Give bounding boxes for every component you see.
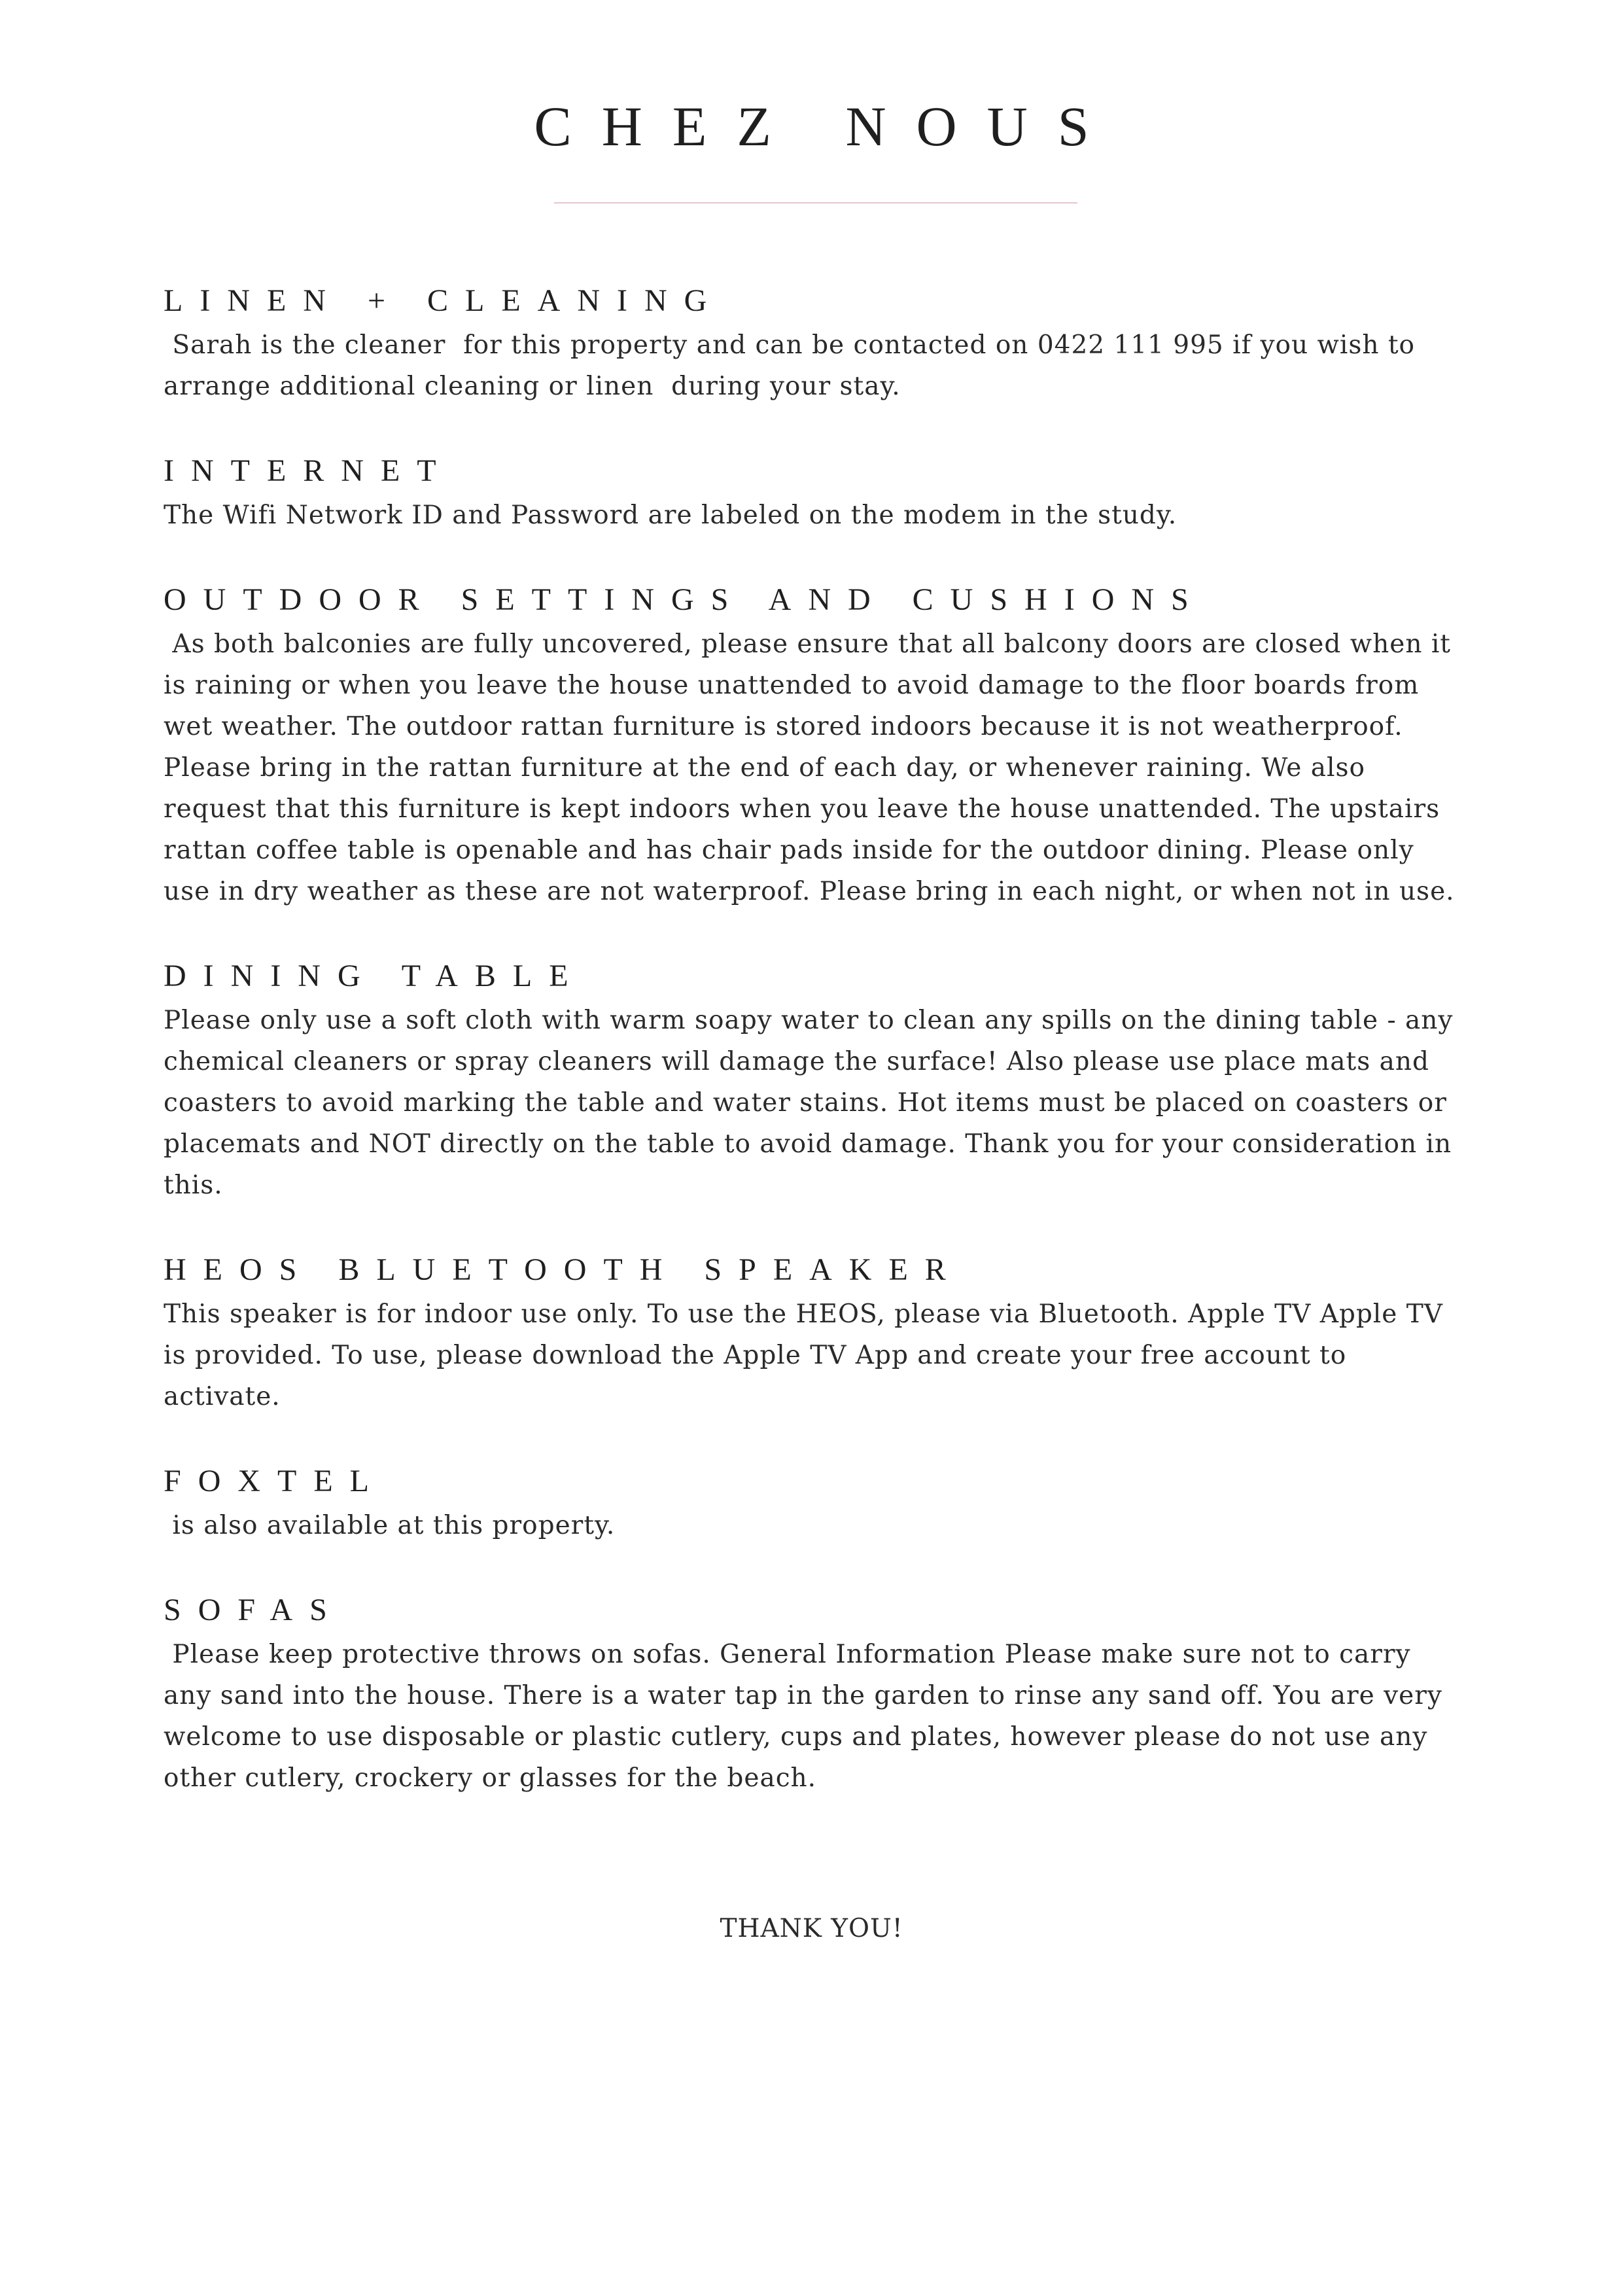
section-linen-cleaning [164,285,1465,407]
section-body: is also available at this property. [164,1511,616,1540]
closing-message: THANK YOU! [720,1914,903,1943]
section-internet [164,455,1465,536]
section-heos-speaker [164,1254,1465,1417]
section-sofas [164,1595,1465,1799]
section-body: This speaker is for indoor use only. To use the HEOS, please via Bluetooth. Apple TV Apple TV is provided. To use, please download the Apple TV App and create your free account to activate. [164,1299,1452,1411]
section-body: Sarah is the cleaner for this property and can be contacted on 0422 111 995 if you wish to arrange additional cleaning or linen during your stay. [164,330,1424,401]
title-divider [554,202,1077,203]
section-heading: LINEN + CLEANING [164,283,724,318]
sections-container [164,285,1465,1847]
section-heading: OUTDOOR SETTINGS AND CUSHIONS [164,582,1206,617]
section-body: Please keep protective throws on sofas. General Information Please make sure not to carry any sand into the house. There is a water tap in the garden to rinse any sand off. You are very welcome to use disposable or plastic cutlery, cups and plates, however please do not use any other cutlery, crockery or glasses for the beach. [164,1640,1452,1793]
section-heading: FOXTEL [164,1464,386,1498]
section-body: The Wifi Network ID and Password are labeled on the modem in the study. [164,501,1178,530]
section-dining-table [164,961,1465,1206]
section-foxtel [164,1466,1465,1546]
section-body: As both balconies are fully uncovered, please ensure that all balcony doors are closed when it is raining or when you leave the house unattended to avoid damage to the floor boards from wet weather. The outdoor rattan furniture is stored indoors because it is not weatherproof. Please bring in the rattan furniture at the end of each day, or whenever raining. We also request that this furniture is kept indoors when you leave the house unattended. The upstairs rattan coffee table is openable and has chair pads inside for the outdoor dining. Please only use in dry weather as these are not waterproof. Please bring in each night, or when not in use. [164,629,1460,906]
section-heading: INTERNET [164,453,453,488]
section-outdoor-settings [164,584,1465,912]
section-heading: DINING TABLE [164,959,585,993]
section-body: Please only use a soft cloth with warm soapy water to clean any spills on the dining table - any chemical cleaners or spray cleaners will damage the surface! Also please use place mats and coasters to avoid marking the table and water stains. Hot items must be placed on coasters or placemats and NOT directly on the table to avoid damage. Thank you for your consideration in this. [164,1006,1462,1200]
section-heading: SOFAS [164,1593,344,1627]
section-heading: HEOS BLUETOOTH SPEAKER [164,1252,963,1287]
document-title: CHEZ NOUS [534,95,1119,158]
